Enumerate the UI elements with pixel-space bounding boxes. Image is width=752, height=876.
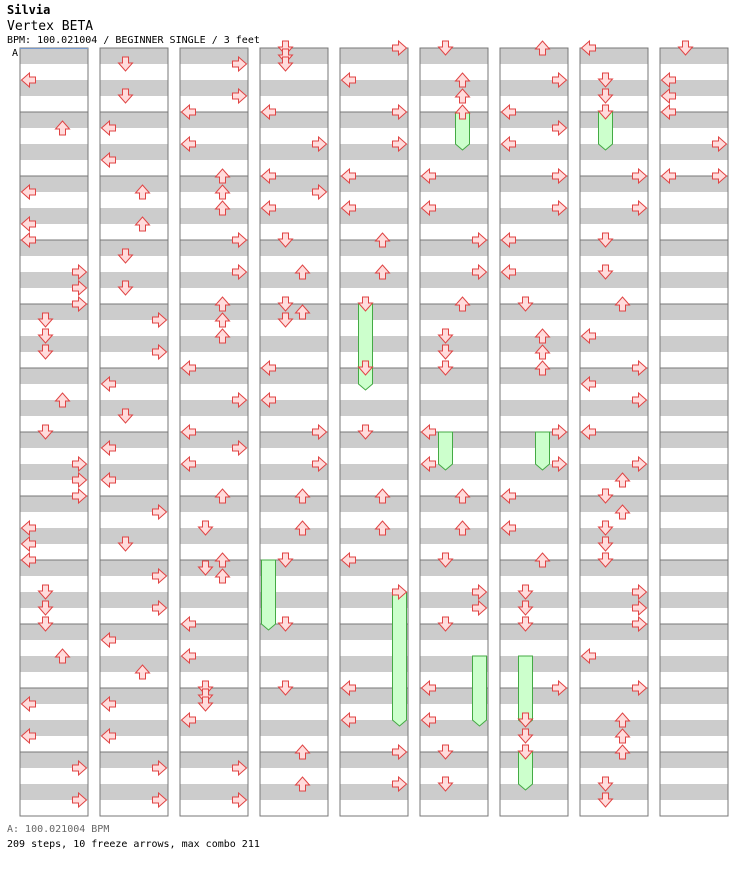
beat-stripe bbox=[660, 336, 728, 352]
freeze-arrow bbox=[359, 304, 373, 390]
beat-stripe bbox=[20, 656, 88, 672]
beat-stripe bbox=[660, 240, 728, 256]
beat-stripe bbox=[20, 432, 88, 448]
beat-stripe bbox=[100, 240, 168, 256]
beat-stripe bbox=[660, 496, 728, 512]
beat-stripe bbox=[660, 464, 728, 480]
beat-stripe bbox=[20, 336, 88, 352]
beat-stripe bbox=[340, 304, 408, 320]
beat-stripe bbox=[500, 560, 568, 576]
beat-stripe bbox=[500, 656, 568, 672]
freeze-arrow bbox=[393, 592, 407, 726]
beat-stripe bbox=[260, 496, 328, 512]
freeze-arrow bbox=[536, 432, 550, 470]
beat-stripe bbox=[20, 624, 88, 640]
beat-stripe bbox=[420, 528, 488, 544]
beat-stripe bbox=[580, 752, 648, 768]
beat-stripe bbox=[180, 304, 248, 320]
beat-stripe bbox=[340, 368, 408, 384]
beat-stripe bbox=[20, 48, 88, 64]
beat-stripe bbox=[500, 720, 568, 736]
bpm-note: A: 100.021004 BPM bbox=[7, 824, 110, 835]
beat-stripe bbox=[500, 752, 568, 768]
beat-stripe bbox=[500, 400, 568, 416]
beat-stripe bbox=[580, 496, 648, 512]
beat-stripe bbox=[660, 368, 728, 384]
beat-stripe bbox=[660, 272, 728, 288]
beat-stripe bbox=[100, 400, 168, 416]
beat-stripe bbox=[260, 272, 328, 288]
beat-stripe bbox=[500, 336, 568, 352]
beat-stripe bbox=[580, 240, 648, 256]
beat-stripe bbox=[660, 688, 728, 704]
beat-stripe bbox=[660, 720, 728, 736]
beat-stripe bbox=[500, 592, 568, 608]
beat-stripe bbox=[180, 688, 248, 704]
beat-stripe bbox=[660, 592, 728, 608]
beat-stripe bbox=[420, 112, 488, 128]
beat-stripe bbox=[420, 496, 488, 512]
beat-stripe bbox=[660, 432, 728, 448]
beat-stripe bbox=[340, 464, 408, 480]
beat-stripe bbox=[580, 272, 648, 288]
beat-stripe bbox=[660, 400, 728, 416]
beat-stripe bbox=[580, 112, 648, 128]
beat-stripe bbox=[420, 784, 488, 800]
song-title: Vertex BETA bbox=[7, 19, 94, 34]
beat-stripe bbox=[260, 752, 328, 768]
beat-stripe bbox=[660, 208, 728, 224]
beat-stripe bbox=[500, 304, 568, 320]
beat-stripe bbox=[180, 592, 248, 608]
beat-stripe bbox=[500, 48, 568, 64]
beat-stripe bbox=[260, 240, 328, 256]
beat-stripe bbox=[100, 176, 168, 192]
chart-info: BPM: 100.021004 / BEGINNER SINGLE / 3 feet bbox=[7, 35, 260, 46]
beat-stripe bbox=[100, 528, 168, 544]
beat-stripe bbox=[260, 336, 328, 352]
beat-stripe bbox=[580, 784, 648, 800]
beat-stripe bbox=[500, 784, 568, 800]
chart-column bbox=[660, 48, 728, 816]
beat-stripe bbox=[340, 432, 408, 448]
freeze-arrow bbox=[473, 656, 487, 726]
beat-stripe bbox=[100, 48, 168, 64]
beat-stripe bbox=[100, 208, 168, 224]
beat-stripe bbox=[260, 304, 328, 320]
song-artist: Silvia bbox=[7, 3, 51, 17]
beat-stripe bbox=[660, 304, 728, 320]
beat-stripe bbox=[20, 112, 88, 128]
chart-stats: 209 steps, 10 freeze arrows, max combo 211 bbox=[7, 839, 260, 850]
beat-stripe bbox=[420, 144, 488, 160]
beat-stripe bbox=[580, 80, 648, 96]
beat-stripe bbox=[180, 496, 248, 512]
beat-stripe bbox=[340, 400, 408, 416]
beat-stripe bbox=[420, 560, 488, 576]
beat-stripe bbox=[580, 720, 648, 736]
beat-stripe bbox=[660, 528, 728, 544]
beat-stripe bbox=[580, 560, 648, 576]
beat-stripe bbox=[420, 80, 488, 96]
beat-stripe bbox=[180, 336, 248, 352]
beat-stripe bbox=[260, 688, 328, 704]
beat-stripe bbox=[20, 400, 88, 416]
beat-stripe bbox=[20, 144, 88, 160]
beat-stripe bbox=[660, 48, 728, 64]
beat-stripe bbox=[20, 368, 88, 384]
beat-stripe bbox=[660, 752, 728, 768]
beat-stripe bbox=[260, 656, 328, 672]
beat-stripe bbox=[20, 592, 88, 608]
beat-stripe bbox=[580, 304, 648, 320]
beat-stripe bbox=[580, 528, 648, 544]
beat-stripe bbox=[420, 752, 488, 768]
beat-stripe bbox=[420, 304, 488, 320]
beat-stripe bbox=[180, 208, 248, 224]
beat-stripe bbox=[420, 368, 488, 384]
beat-stripe bbox=[660, 560, 728, 576]
beat-stripe bbox=[260, 48, 328, 64]
beat-stripe bbox=[180, 528, 248, 544]
beat-stripe bbox=[420, 48, 488, 64]
beat-stripe bbox=[420, 624, 488, 640]
bpm-marker-label: A bbox=[12, 48, 19, 59]
beat-stripe bbox=[340, 528, 408, 544]
beat-stripe bbox=[660, 656, 728, 672]
beat-stripe bbox=[260, 784, 328, 800]
beat-stripe bbox=[340, 272, 408, 288]
beat-stripe bbox=[100, 80, 168, 96]
beat-stripe bbox=[340, 496, 408, 512]
beat-stripe bbox=[100, 272, 168, 288]
beat-stripe bbox=[580, 144, 648, 160]
beat-stripe bbox=[180, 560, 248, 576]
beat-stripe bbox=[660, 624, 728, 640]
beat-stripe bbox=[500, 624, 568, 640]
freeze-arrow bbox=[439, 432, 453, 470]
beat-stripe bbox=[180, 176, 248, 192]
beat-stripe bbox=[420, 336, 488, 352]
beat-stripe bbox=[100, 656, 168, 672]
beat-stripe bbox=[660, 784, 728, 800]
beat-stripe bbox=[260, 80, 328, 96]
freeze-arrow bbox=[262, 560, 276, 630]
beat-stripe bbox=[340, 336, 408, 352]
beat-stripe bbox=[260, 528, 328, 544]
beat-stripe bbox=[500, 368, 568, 384]
beat-stripe bbox=[420, 400, 488, 416]
beat-stripe bbox=[260, 720, 328, 736]
beat-stripe bbox=[340, 240, 408, 256]
